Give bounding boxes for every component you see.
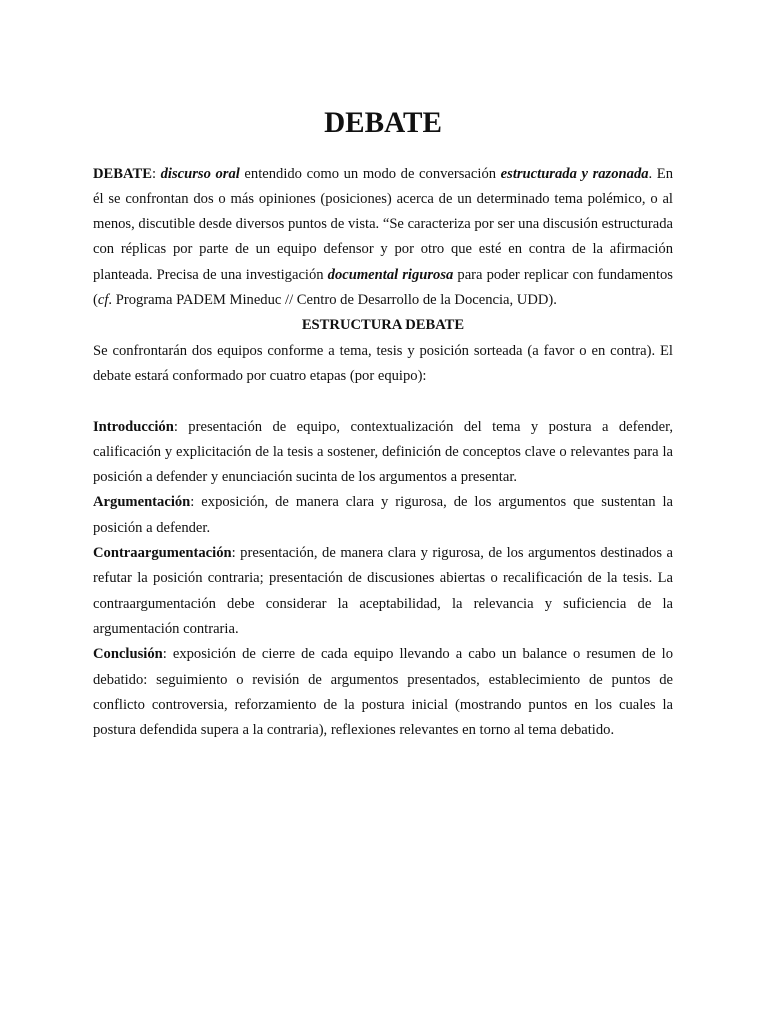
definition-text-2: . En él se confrontan dos o más opiniones (posiciones) acerca de un determinado tema polémico, o al menos, discutible desde diversos puntos de vista. “Se caracteriza por ser una discusión estructurada con réplicas por parte de un equipo defensor y por otro que esté en contra de la afirmación planteada. Precisa de una investigación <box>93 165 674 283</box>
blank-line <box>93 389 673 414</box>
definition-emphasis-4: cf <box>97 292 109 309</box>
definition-term: DEBATE <box>93 165 152 182</box>
definition-paragraph <box>93 162 673 314</box>
definition-text-4: . Programa PADEM Mineduc // Centro de Desarrollo de la Docencia, UDD). <box>108 292 557 309</box>
structure-intro-paragraph: Se confrontarán dos equipos conforme a tema, tesis y posición sorteada (a favor o en contra). El debate estará conformado por cuatro etapas (por equipo): <box>93 342 673 384</box>
blank-line <box>93 136 673 161</box>
stage-description: : exposición, de manera clara y rigurosa, de los argumentos que sustentan la posición a defender. <box>93 494 673 536</box>
definition-emphasis-2: estructurada y razonada <box>500 165 649 182</box>
stage-contraargumentacion <box>93 541 673 642</box>
document-title: DEBATE <box>324 107 442 139</box>
stage-name: Argumentación <box>93 494 191 511</box>
stage-argumentacion <box>93 490 673 541</box>
stage-name: Contraargumentación <box>93 545 232 562</box>
definition-text-1: entendido como un modo de conversación <box>239 165 501 182</box>
stage-description: : presentación, de manera clara y rigurosa, de los argumentos destinados a refutar la posición contraria; presentación de discusiones abiertas o recalificación de la tesis. La contraargumentación debe considerar la aceptabilidad, la relevancia y suficiencia de la argumentación contraria. <box>93 545 673 637</box>
stage-description: : exposición de cierre de cada equipo llevando a cabo un balance o resumen de lo debatido: seguimiento o revisión de argumentos presentados, establecimiento de puntos de conflicto controversia, reforzamiento de la postura inicial (mostrando puntos en los cuales la postura defendida supera a la contraria), reflexiones relevantes en torno al tema debatido. <box>93 646 673 739</box>
definition-emphasis-3: documental rigurosa <box>327 266 454 283</box>
definition-text-3: para poder replicar con fundamentos ( <box>93 266 673 309</box>
stage-introduccion <box>93 415 673 491</box>
definition-separator: : <box>151 165 161 182</box>
definition-emphasis-1: discurso oral <box>160 165 240 182</box>
stage-conclusion <box>93 642 673 743</box>
stage-name: Conclusión <box>93 646 163 663</box>
stage-description: : presentación de equipo, contextualización del tema y postura a defender, calificación y explicitación de la tesis a sostener, definición de conceptos clave o relevantes para la posición a defender y enunciación sucinta de los argumentos a presentar. <box>93 418 673 486</box>
document-page <box>93 107 674 743</box>
section-title-structure: ESTRUCTURA DEBATE <box>301 317 465 334</box>
stage-name: Introducción <box>93 418 174 435</box>
